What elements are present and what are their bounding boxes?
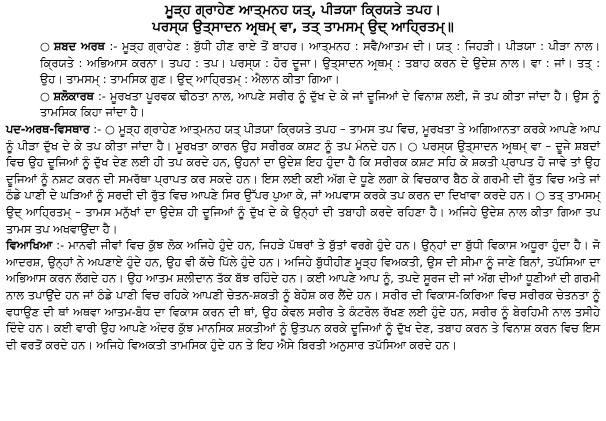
viakhia-label: ਵਿਆਖਿਆ	[6, 239, 53, 253]
verse-line-2: ਪਰਸ੍ਯ ਉਤ੍ਸਾਦਨ ਅਰ੍ਥਮ੍ ਵਾ, ਤਤ੍ ਤਾਮਸਮ੍ ਉਦ੍ ਆਹ੍ਰਿਤਮ੍॥	[152, 19, 454, 35]
pad-arth-text: :- ○ ਮੂੜ੍ਹ ਗ੍ਰਾਹੇਣ ਆਤ੍ਮਨਹ ਯਤ੍ ਪੀੜਯਾ ਕ੍ਰਿਯਤੇ ਤਪਹ – ਤਾਮਸ ਤਪ ਵਿਚ, ਮੂਰਖਤਾ ਤੇ ਅਗਿਆਨਤਾ ਕਰਕੇ ਆਪਣੇ ਆਪ ਨੂੰ ਪੀੜਾ ਦੁੱਖ ਦੇ ਕੇ ਤਪ ਕੀਤਾ ਜਾਂਦਾ ਹੈ। ਮੂਰਖਤਾ ਕਾਰਨ ਉਹ ਸਰੀਰਕ ਕਸ਼ਟ ਨੂੰ ਤਪ ਮੰਨਦੇ ਹਨ। ○ ਪਰਸ੍ਯ ਉਤ੍ਸਾਦਨ ਅਰ੍ਥਮ੍ ਵਾ – ਦੂਜੇ ਸ਼ਬਦਾਂ ਵਿਚ ਉਹ ਦੂਜਿਆਂ ਨੂੰ ਦੁੱਖ ਦੇਣ ਲਈ ਹੀ ਤਪ ਕਰਦੇ ਹਨ, ਉਹਨਾਂ ਦਾ ਉਦੇਸ਼ ਇਹ ਹੁੰਦਾ ਹੈ ਕਿ ਸਰੀਰਕ ਕਸ਼ਟ ਸਹਿ ਕੇ ਸ਼ਕਤੀ ਪ੍ਰਾਪਤ ਹੋ ਜਾਵੇ ਤਾਂ ਉਹ ਦੂਜਿਆਂ ਨੂੰ ਨਸ਼ਟ ਕਰਨ ਦੀ ਸਮਰੱਥਾ ਪ੍ਰਾਪਤ ਕਰ ਸਕਦੇ ਹਨ। ਇਸ ਲਈ ਕਈ ਅੱਗ ਦੇ ਧੂਣੇ ਲਗਾ ਕੇ ਵਿਚਕਾਰ ਬੈਠ ਕੇ ਗਰਮੀ ਦੀ ਰੁੱਤ ਵਿਚ ਅਤੇ ਜਾਂ ਠੰਡੇ ਪਾਣੀ ਦੇ ਘੜਿਆਂ ਨੂੰ ਸਰਦੀ ਦੀ ਰੁੱਤ ਵਿਚ ਆਪਣੇ ਸਿਰ ਉੱਪਰ ਪੁਆ ਕੇ, ਜਾਂ ਅਪਵਾਸ ਕਰਕੇ ਤਪ ਕਰਨ ਦਾ ਦਿਖਾਵਾ ਕਰਦੇ ਹਨ। ○ ਤਤ੍ ਤਾਮਸਮ੍ ਉਦ੍ ਆਹ੍ਰਿਤਮ੍ – ਤਾਮਸ ਮਨੁੱਖਾਂ ਦਾ ਉਦੇਸ਼ ਹੀ ਦੂਜਿਆਂ ਨੂੰ ਦੁੱਖ ਦੇ ਕੇ ਉਨ੍ਹਾਂ ਦੀ ਤਬਾਹੀ ਕਰਦੇ ਰਹਿਣਾ ਹੈ। ਅਜਿਹੇ ਉਦੇਸ਼ ਨਾਲ ਕੀਤਾ ਗਿਆ ਤਪ ਤਾਮਸ ਤਪ ਅਖਵਾਉਂਦਾ ਹੈ।	[6, 122, 600, 236]
bullet-icon: ○	[40, 40, 51, 53]
shlokarath-label: ਸ਼ਲੋਕਾਰਥ	[53, 89, 94, 103]
pad-arth-label: ਪਦ-ਅਰਥ-ਵਿਸਥਾਰ	[6, 122, 90, 136]
viakhia-text: :- ਮਾਨਵੀ ਜੀਵਾਂ ਵਿਚ ਕੁੱਝ ਲੋਕ ਅਜਿਹੇ ਹੁੰਦੇ ਹਨ, ਜਿਹੜੇ ਪੱਥਰਾਂ ਤੇ ਬੁੱਤਾਂ ਵਰਗੇ ਹੁੰਦੇ ਹਨ। ਉਨ੍ਹਾਂ ਦਾ ਬੁੱਧੀ ਵਿਕਾਸ ਅਧੂਰਾ ਹੁੰਦਾ ਹੈ। ਜੋ ਆਦਰਸ਼, ਉਨ੍ਹਾਂ ਨੇ ਅਪਣਾਏ ਹੁੰਦੇ ਹਨ, ਉਹ ਵੀ ਕੱਚੇ ਪਿੱਲੇ ਹੁੰਦੇ ਹਨ। ਅਜਿਹੇ ਬੁੱਧੀਹੀਣ ਮੂੜ੍ਹ ਵਿਅਕਤੀ, ਉਸ ਦੀ ਸੀਮਾ ਨੂੰ ਜਾਣੇ ਬਿਨਾਂ, ਤਪੱਸਿਆ ਦਾ ਅਭਿਆਸ ਕਰਨ ਲੱਗਦੇ ਹਨ। ਉਹ ਆਤਮ ਸ਼ਲੀਦਾਨ ਤੱਕ ਬੱਝ ਰਹਿੰਦੇ ਹਨ। ਕਈ ਆਪਣੇ ਆਪ ਨੂੰ, ਤਪਦੇ ਸੂਰਜ ਦੀ ਜਾਂ ਅੱਗ ਦੀਆਂ ਧੂਣੀਆਂ ਦੀ ਗਰਮੀ ਨਾਲ ਤਪਾਉਂਦੇ ਹਨ ਜਾਂ ਠੰਡੇ ਪਾਣੀ ਵਿਚ ਰਹਿਕੇ ਆਪਣੀ ਚੇਤਨ-ਸ਼ਕਤੀ ਨੂੰ ਬੇਹੋਸ਼ ਕਰ ਲੈਂਦੇ ਹਨ। ਸਰੀਰ ਦੀ ਵਿਕਾਸ-ਕਿਰਿਆ ਵਿਚ ਸਰੀਰਕ ਚੇਤਨਤਾ ਨੂੰ ਵਧਾਉਣ ਦੀ ਥਾਂ ਅਥਵਾ ਆਤਮ-ਬੋਧ ਦਾ ਵਿਕਾਸ ਕਰਨ ਦੀ ਥਾਂ, ਉਹ ਕੇਵਲ ਸਰੀਰ ਤੇ ਕੰਟਰੋਲ ਰੱਖਣ ਲਈ ਹੁੰਦੇ ਹਨ, ਸਰੀਰ ਨੂੰ ਬੇਰਹਿਮੀ ਨਾਲ ਤਸੀਹੇ ਦਿੰਦੇ ਹਨ। ਕਈ ਵਾਰੀ ਉਹ ਆਪਣੇ ਅੰਦਰ ਕੁੱਝ ਮਾਨਸਿਕ ਸ਼ਕਤੀਆਂ ਨੂੰ ਉਤਪਨ ਕਰਕੇ ਦੂਜਿਆਂ ਨੂੰ ਦੁੱਖ ਦੇਣ, ਤਬਾਹ ਕਰਨ ਤੇ ਵਿਨਾਸ਼ ਕਰਨ ਵਿਚ ਇਸ ਦੀ ਵਰਤੋਂ ਕਰਦੇ ਹਨ। ਅਜਿਹੇ ਵਿਅਕਤੀ ਤਾਮਸਿਕ ਹੁੰਦੇ ਹਨ ਤੇ ਇਹ ਐਸੇ ਬਿਰਤੀ ਅਨੁਸਾਰ ਤਪੱਸਿਆ ਕਰਦੇ ਹਨ।	[6, 239, 601, 352]
shabad-arth-section	[6, 39, 600, 89]
shabad-arth-label: ਸ਼ਬਦ ਅਰਥ	[53, 40, 105, 53]
verse-block	[6, 2, 600, 36]
pad-arth-section	[6, 122, 600, 238]
shlokarath-text: :- ਮੂਰਖਤਾ ਪੂਰਵਕ ਢੀਠਤਾ ਨਾਲ, ਆਪਣੇ ਸਰੀਰ ਨੂੰ ਦੁੱਖ ਦੇ ਕੇ ਜਾਂ ਦੂਜਿਆਂ ਦੇ ਵਿਨਾਸ਼ ਲਈ, ਜੋ ਤਪ ਕੀਤਾ ਜਾਂਦਾ ਹੈ। ਉਸ ਨੂੰ ਤਾਮਸਿਕ ਕਿਹਾ ਜਾਂਦਾ ਹੈ।	[40, 89, 600, 120]
viakhia-section	[6, 238, 600, 354]
bullet-icon: ○	[40, 89, 51, 103]
shlokarath-section	[6, 89, 600, 122]
shabad-arth-text: :- ਮੂੜ੍ਹ ਗ੍ਰਾਹੇਣ : ਬੁੱਧੀ ਹੀਣ ਰਾਏ ਤੋਂ ਬਾਹਰ। ਆਤ੍ਮਨਹ : ਸਵੈ/ਆਤਮ ਦੀ। ਯਤ੍ : ਜਿਹੜੀ। ਪੀੜਯਾ : ਪੀੜਾ ਨਾਲ। ਕ੍ਰਿਯਤੇ : ਅਭਿਆਸ ਕਰਨਾ। ਤਪਹ : ਤਪ। ਪਰਸ੍ਯ : ਹੋਰ ਦੂਜਾ। ਉਤ੍ਸਾਦਨ ਅਰ੍ਥਮ੍ : ਤਬਾਹ ਕਰਨ ਦੇ ਉਦੇਸ਼ ਨਾਲ। ਵਾ : ਜਾਂ। ਤਤ੍ : ਉਹ। ਤਾਮਸਮ੍ : ਤਾਮਸਿਕ ਗੁਣ। ਉਦ੍ ਆਹ੍ਰਿਤਮ੍ : ਐਲਾਨ ਕੀਤਾ ਗਿਆ।	[40, 40, 600, 87]
verse-line-1: ਮੂੜ੍ਹ ਗ੍ਰਾਹੇਣ ਆਤ੍ਮਨਹ ਯਤ੍, ਪੀੜਯਾ ਕ੍ਰਿਯਤੇ ਤਪਹ।	[164, 2, 442, 18]
